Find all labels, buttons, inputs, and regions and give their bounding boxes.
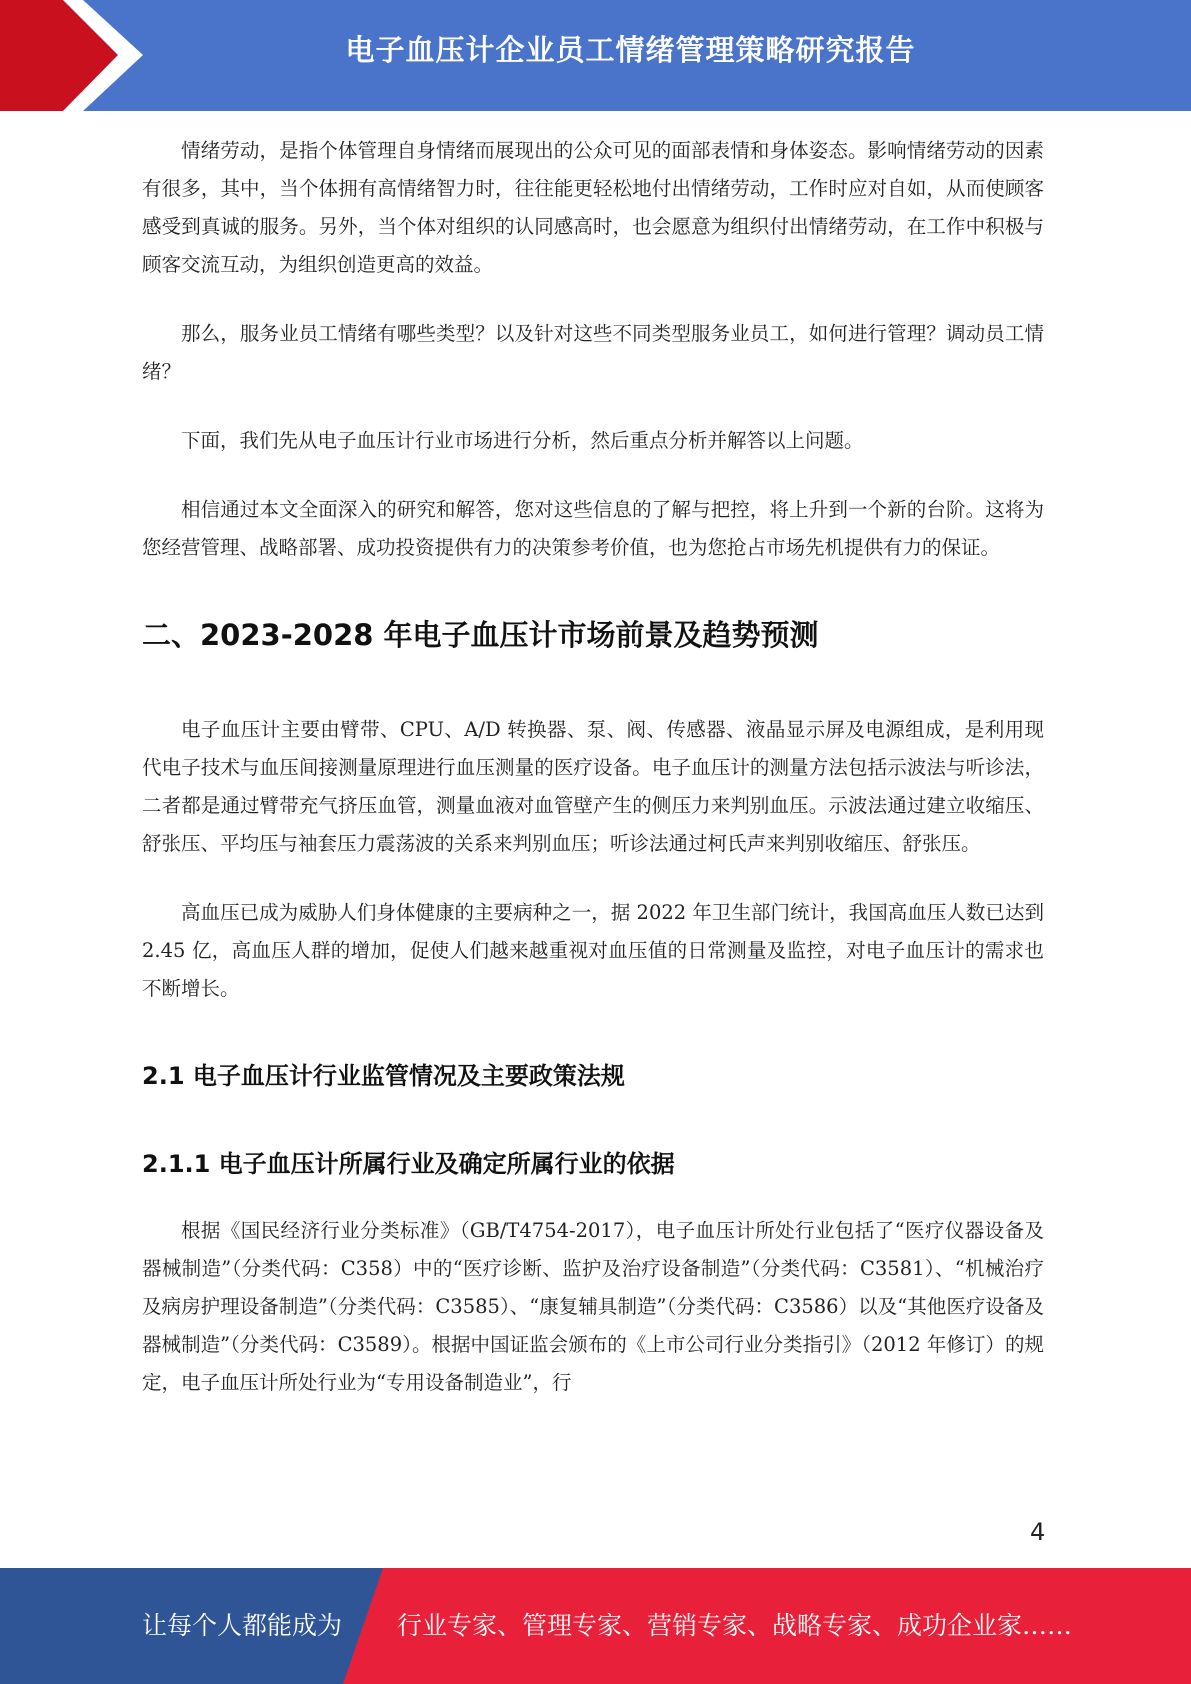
intro-paragraph-2: 那么，服务业员工情绪有哪些类型？以及针对这些不同类型服务业员工，如何进行管理？调动员工情绪？: [142, 322, 1044, 383]
page-number: 4: [1030, 1518, 1046, 1546]
section-2-1-heading: 2.1 电子血压计行业监管情况及主要政策法规: [142, 1062, 625, 1090]
header-flag-icon: [0, 0, 160, 111]
section-2-paragraph-1: 电子血压计主要由臂带、CPU、A/D 转换器、泵、阀、传感器、液晶显示屏及电源组成，是利用现代电子技术与血压间接测量原理进行血压测量的医疗设备。电子血压计的测量方法包括示波法与听诊法，二者都是通过臂带充气挤压血管，测量血液对血管壁产生的侧压力来判别血压。示波法通过建立收缩压、舒张压、平均压与袖套压力震荡波的关系来判别血压；听诊法通过柯氏声来判别收缩压、舒张压。: [142, 718, 1044, 855]
section-2-1-1-paragraph: 根据《国民经济行业分类标准》（GB/T4754-2017），电子血压计所处行业包括了“医疗仪器设备及器械制造”（分类代码：C358）中的“医疗诊断、监护及治疗设备制造”（分类代码：C3581）、“机械治疗及病房护理设备制造”（分类代码：C3585）、“康复辅具制造”（分类代码：C3586）以及“其他医疗设备及器械制造”（分类代码：C3589）。根据中国证监会颁布的《上市公司行业分类指引》（2012 年修订）的规定，电子血压计所处行业为“专用设备制造业”，行: [142, 1219, 1044, 1394]
page-footer: [0, 1568, 1191, 1684]
page-header: [0, 0, 1191, 111]
footer-left-text: 让每个人都能成为: [142, 1611, 343, 1640]
section-2-paragraph-2: 高血压已成为威胁人们身体健康的主要病种之一，据 2022 年卫生部门统计，我国高血压人数已达到 2.45 亿，高血压人群的增加，促使人们越来越重视对血压值的日常测量及监控，对电子血压计的需求也不断增长。: [142, 901, 1044, 1000]
section-2-heading: 二、2023-2028 年电子血压计市场前景及趋势预测: [142, 618, 819, 652]
header-title: 电子血压计企业员工情绪管理策略研究报告: [345, 33, 916, 67]
intro-paragraph-1: 情绪劳动，是指个体管理自身情绪而展现出的公众可见的面部表情和身体姿态。影响情绪劳动的因素有很多，其中，当个体拥有高情绪智力时，往往能更轻松地付出情绪劳动，工作时应对自如，从而使顾客感受到真诚的服务。另外，当个体对组织的认同感高时，也会愿意为组织付出情绪劳动，在工作中积极与顾客交流互动，为组织创造更高的效益。: [142, 139, 1044, 276]
footer-right-text: 行业专家、管理专家、营销专家、战略专家、成功企业家……: [397, 1611, 1073, 1640]
section-2-1-1-heading: 2.1.1 电子血压计所属行业及确定所属行业的依据: [142, 1150, 675, 1178]
page-content: [142, 132, 1044, 1402]
intro-paragraph-3: 下面，我们先从电子血压计行业市场进行分析，然后重点分析并解答以上问题。: [181, 429, 864, 452]
intro-paragraph-4: 相信通过本文全面深入的研究和解答，您对这些信息的了解与把控，将上升到一个新的台阶。这将为您经营管理、战略部署、成功投资提供有力的决策参考价值，也为您抢占市场先机提供有力的保证。: [142, 498, 1044, 559]
